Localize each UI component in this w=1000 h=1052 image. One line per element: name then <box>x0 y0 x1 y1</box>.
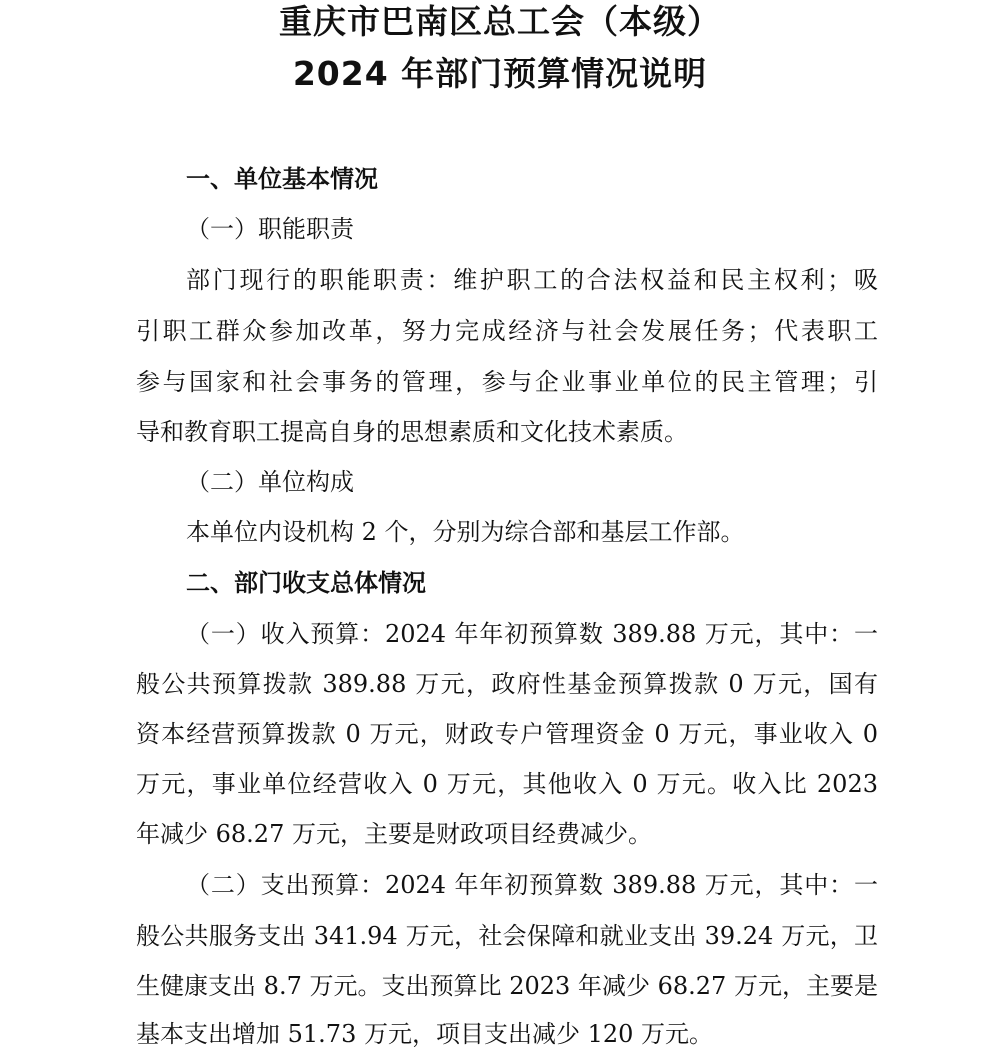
section-2-heading: 二、部门收支总体情况 <box>186 569 426 597</box>
expense-paragraph-line: 生健康支出 8.7 万元。支出预算比 2023 年减少 68.27 万元，主要是 <box>136 972 878 1000</box>
structure-paragraph-line: 本单位内设机构 2 个，分别为综合部和基层工作部。 <box>186 518 745 546</box>
expense-paragraph-line: 般公共服务支出 341.94 万元，社会保障和就业支出 39.24 万元，卫 <box>136 922 878 950</box>
duties-paragraph-line: 部门现行的职能职责：维护职工的合法权益和民主权利；吸 <box>186 266 878 294</box>
expense-paragraph-line: 基本支出增加 51.73 万元，项目支出减少 120 万元。 <box>136 1020 714 1048</box>
document-title-line-2: 2024 年部门预算情况说明 <box>292 54 708 93</box>
document-title-line-1: 重庆市巴南区总工会（本级） <box>279 2 721 41</box>
section-1-sub-2-heading: （二）单位构成 <box>186 468 354 496</box>
expense-paragraph-line: （二）支出预算：2024 年年初预算数 389.88 万元，其中：一 <box>186 871 878 899</box>
income-paragraph-line: 般公共预算拨款 389.88 万元，政府性基金预算拨款 0 万元，国有 <box>136 670 878 698</box>
income-paragraph-line: 年减少 68.27 万元，主要是财政项目经费减少。 <box>136 820 652 848</box>
duties-paragraph-line: 引职工群众参加改革，努力完成经济与社会发展任务；代表职工 <box>136 317 878 345</box>
section-1-sub-1-heading: （一）职能职责 <box>186 215 354 243</box>
duties-paragraph-line: 导和教育职工提高自身的思想素质和文化技术素质。 <box>136 418 688 446</box>
section-1-heading: 一、单位基本情况 <box>186 165 378 193</box>
income-paragraph-line: 资本经营预算拨款 0 万元，财政专户管理资金 0 万元，事业收入 0 <box>136 720 878 748</box>
income-paragraph-line: （一）收入预算：2024 年年初预算数 389.88 万元，其中：一 <box>186 620 878 648</box>
duties-paragraph-line: 参与国家和社会事务的管理，参与企业事业单位的民主管理；引 <box>136 368 878 396</box>
income-paragraph-line: 万元，事业单位经营收入 0 万元，其他收入 0 万元。收入比 2023 <box>136 770 878 798</box>
